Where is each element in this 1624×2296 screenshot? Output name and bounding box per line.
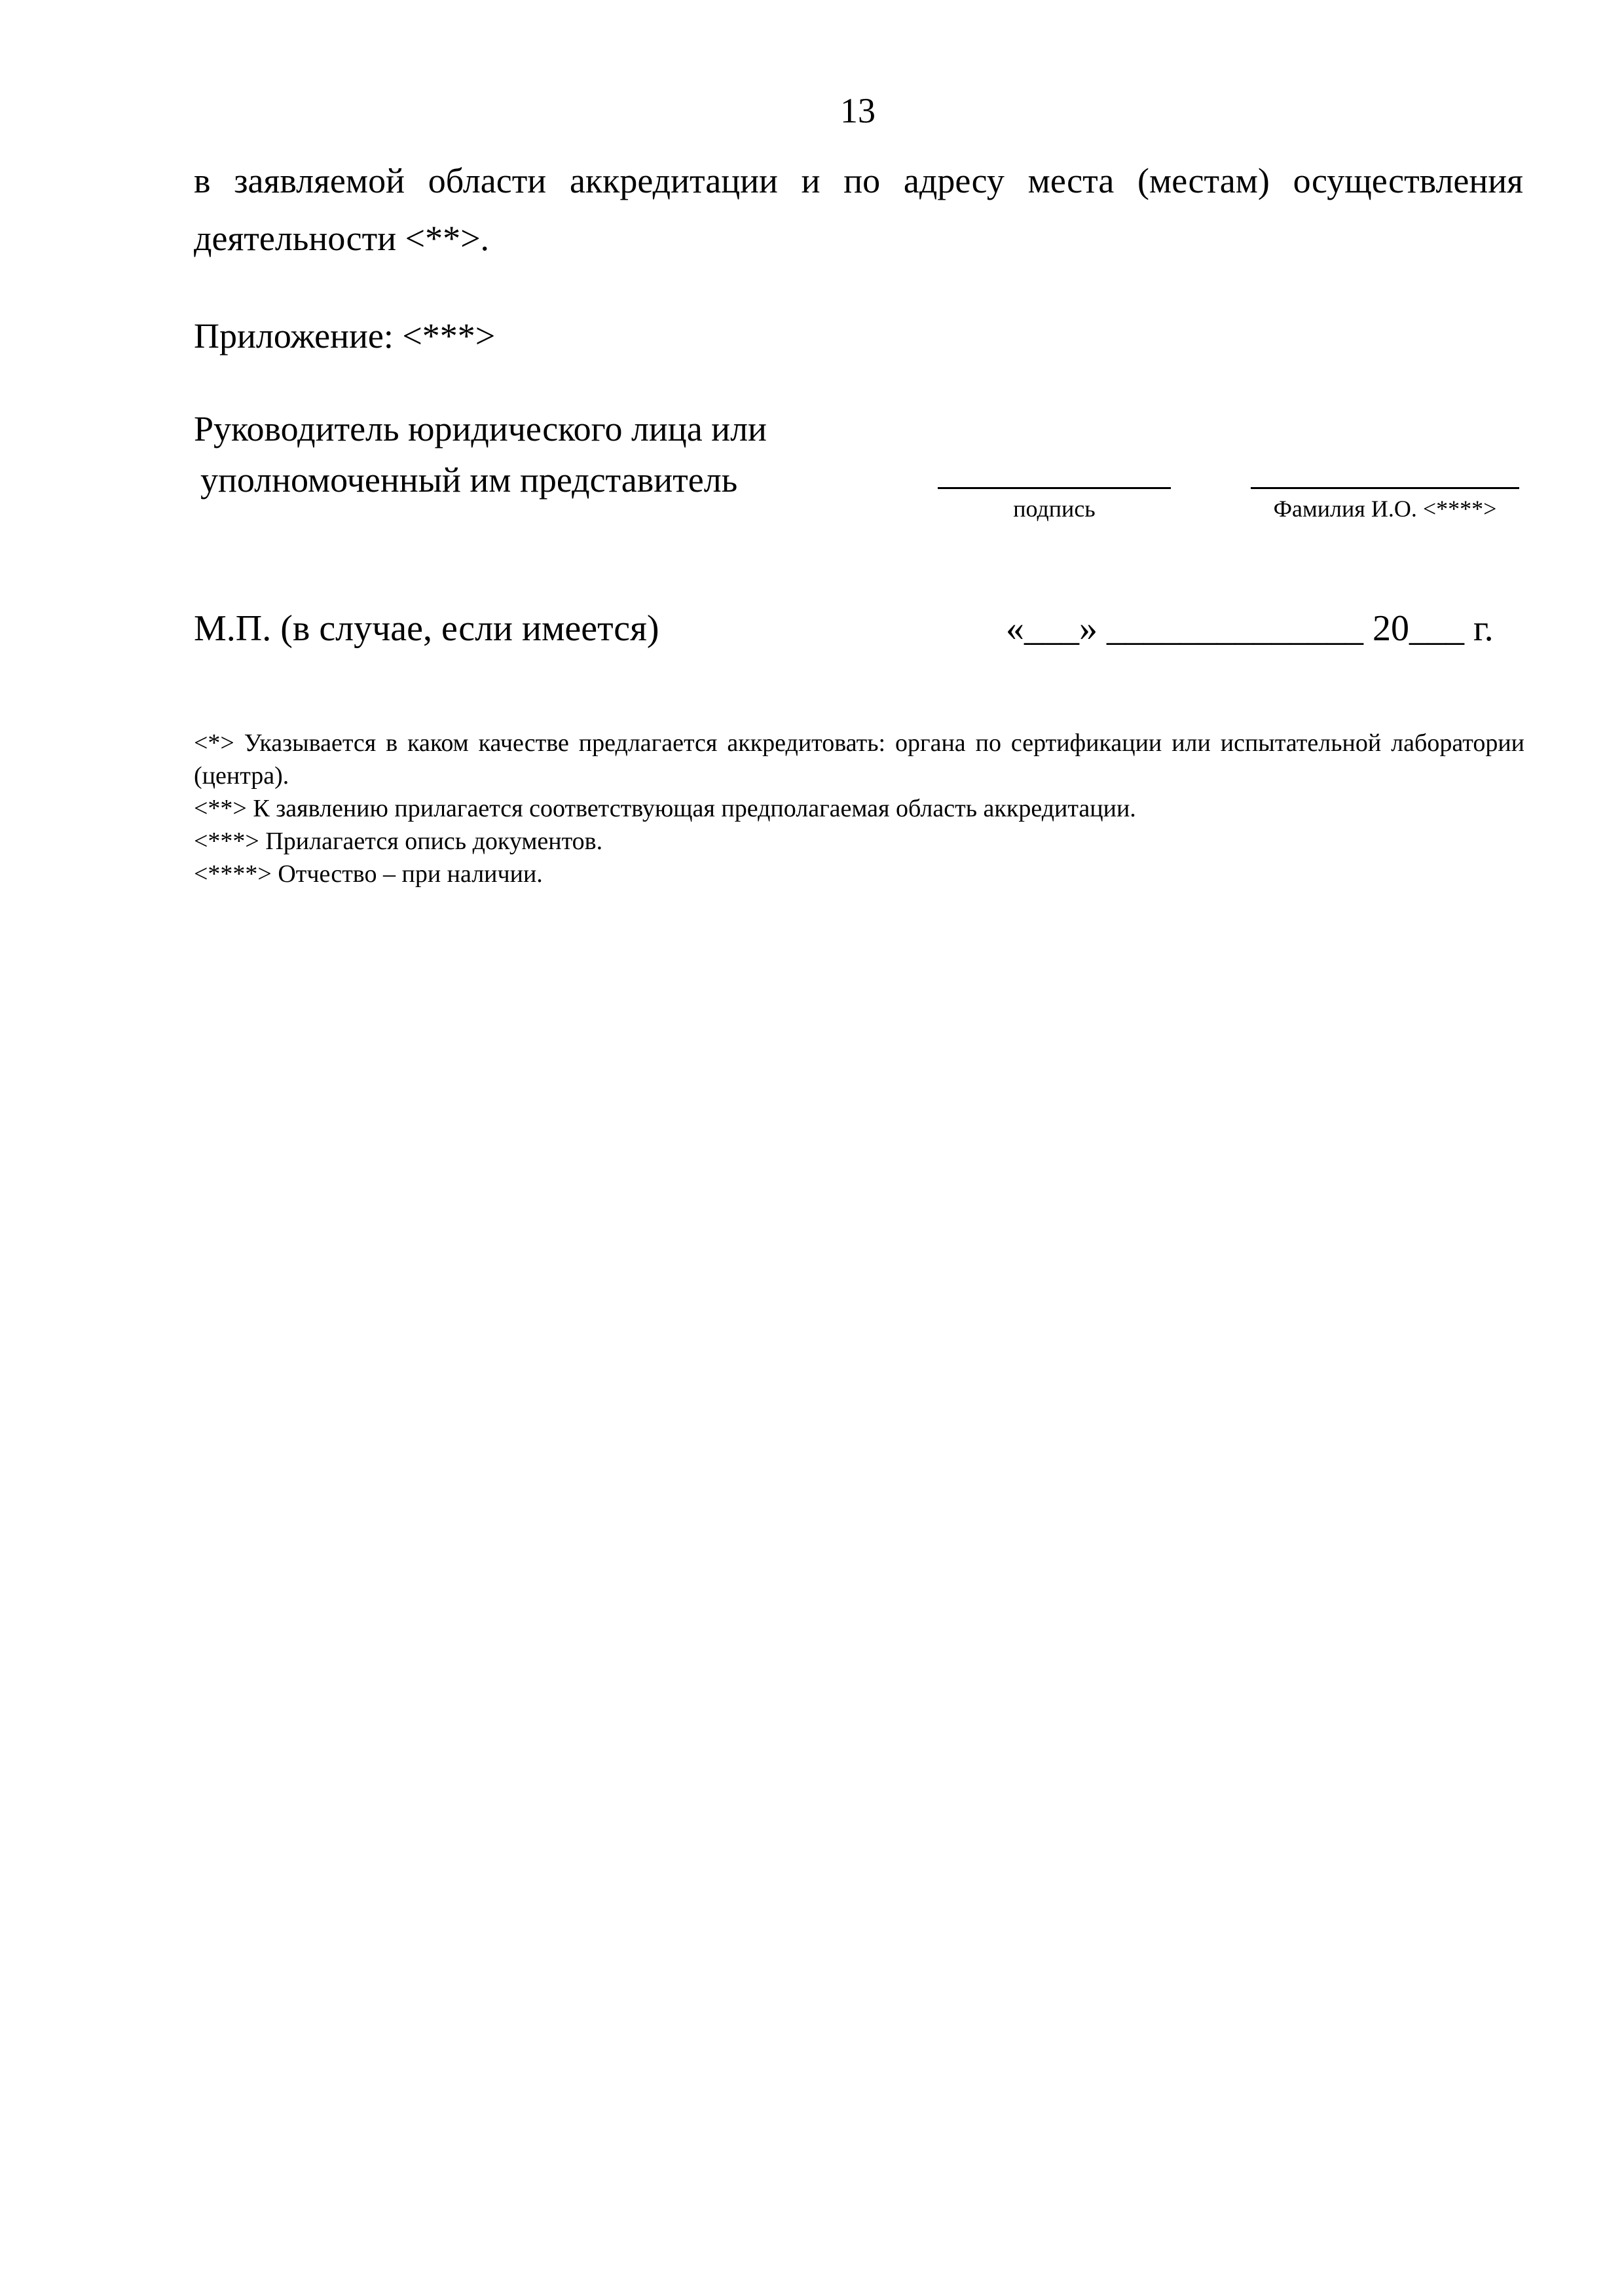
signer-title — [194, 403, 767, 505]
signature-caption: подпись — [1013, 496, 1096, 522]
date-field — [1006, 608, 1494, 649]
signer-title-line-2: уполномоченный им представитель — [200, 460, 738, 500]
appendix-label: Приложение: <***> — [194, 316, 496, 355]
date-suffix: г. — [1473, 608, 1494, 649]
footnote-4: <****> Отчество – при наличии. — [194, 860, 543, 888]
date-day-blank: ___ — [1024, 608, 1079, 649]
date-year-blank: ___ — [1409, 608, 1464, 649]
date-open-quote: « — [1006, 608, 1024, 649]
signer-title-line-1: Руководитель юридического лица или — [194, 409, 767, 448]
footnote-1: <*> Указывается в каком качестве предлагается аккредитовать: органа по сертификации или испытательной лаборатории (центра). — [194, 729, 1524, 790]
footnote-3: <***> Прилагается опись документов. — [194, 828, 603, 855]
date-close-quote: » — [1079, 608, 1098, 649]
signature-line — [938, 487, 1171, 489]
name-line — [1251, 487, 1519, 489]
date-month-blank: ______________ — [1107, 608, 1363, 649]
page-number: 13 — [840, 91, 876, 130]
date-year-prefix: 20 — [1373, 608, 1409, 649]
footnotes — [194, 727, 1524, 890]
name-caption: Фамилия И.О. <****> — [1273, 496, 1497, 522]
footnote-2: <**> К заявлению прилагается соответствующая предполагаемая область аккредитации. — [194, 795, 1136, 822]
body-paragraph: в заявляемой области аккредитации и по адресу места (местам) осуществления деятельности <**>. — [194, 161, 1523, 258]
seal-label: М.П. (в случае, если имеется) — [194, 608, 659, 649]
